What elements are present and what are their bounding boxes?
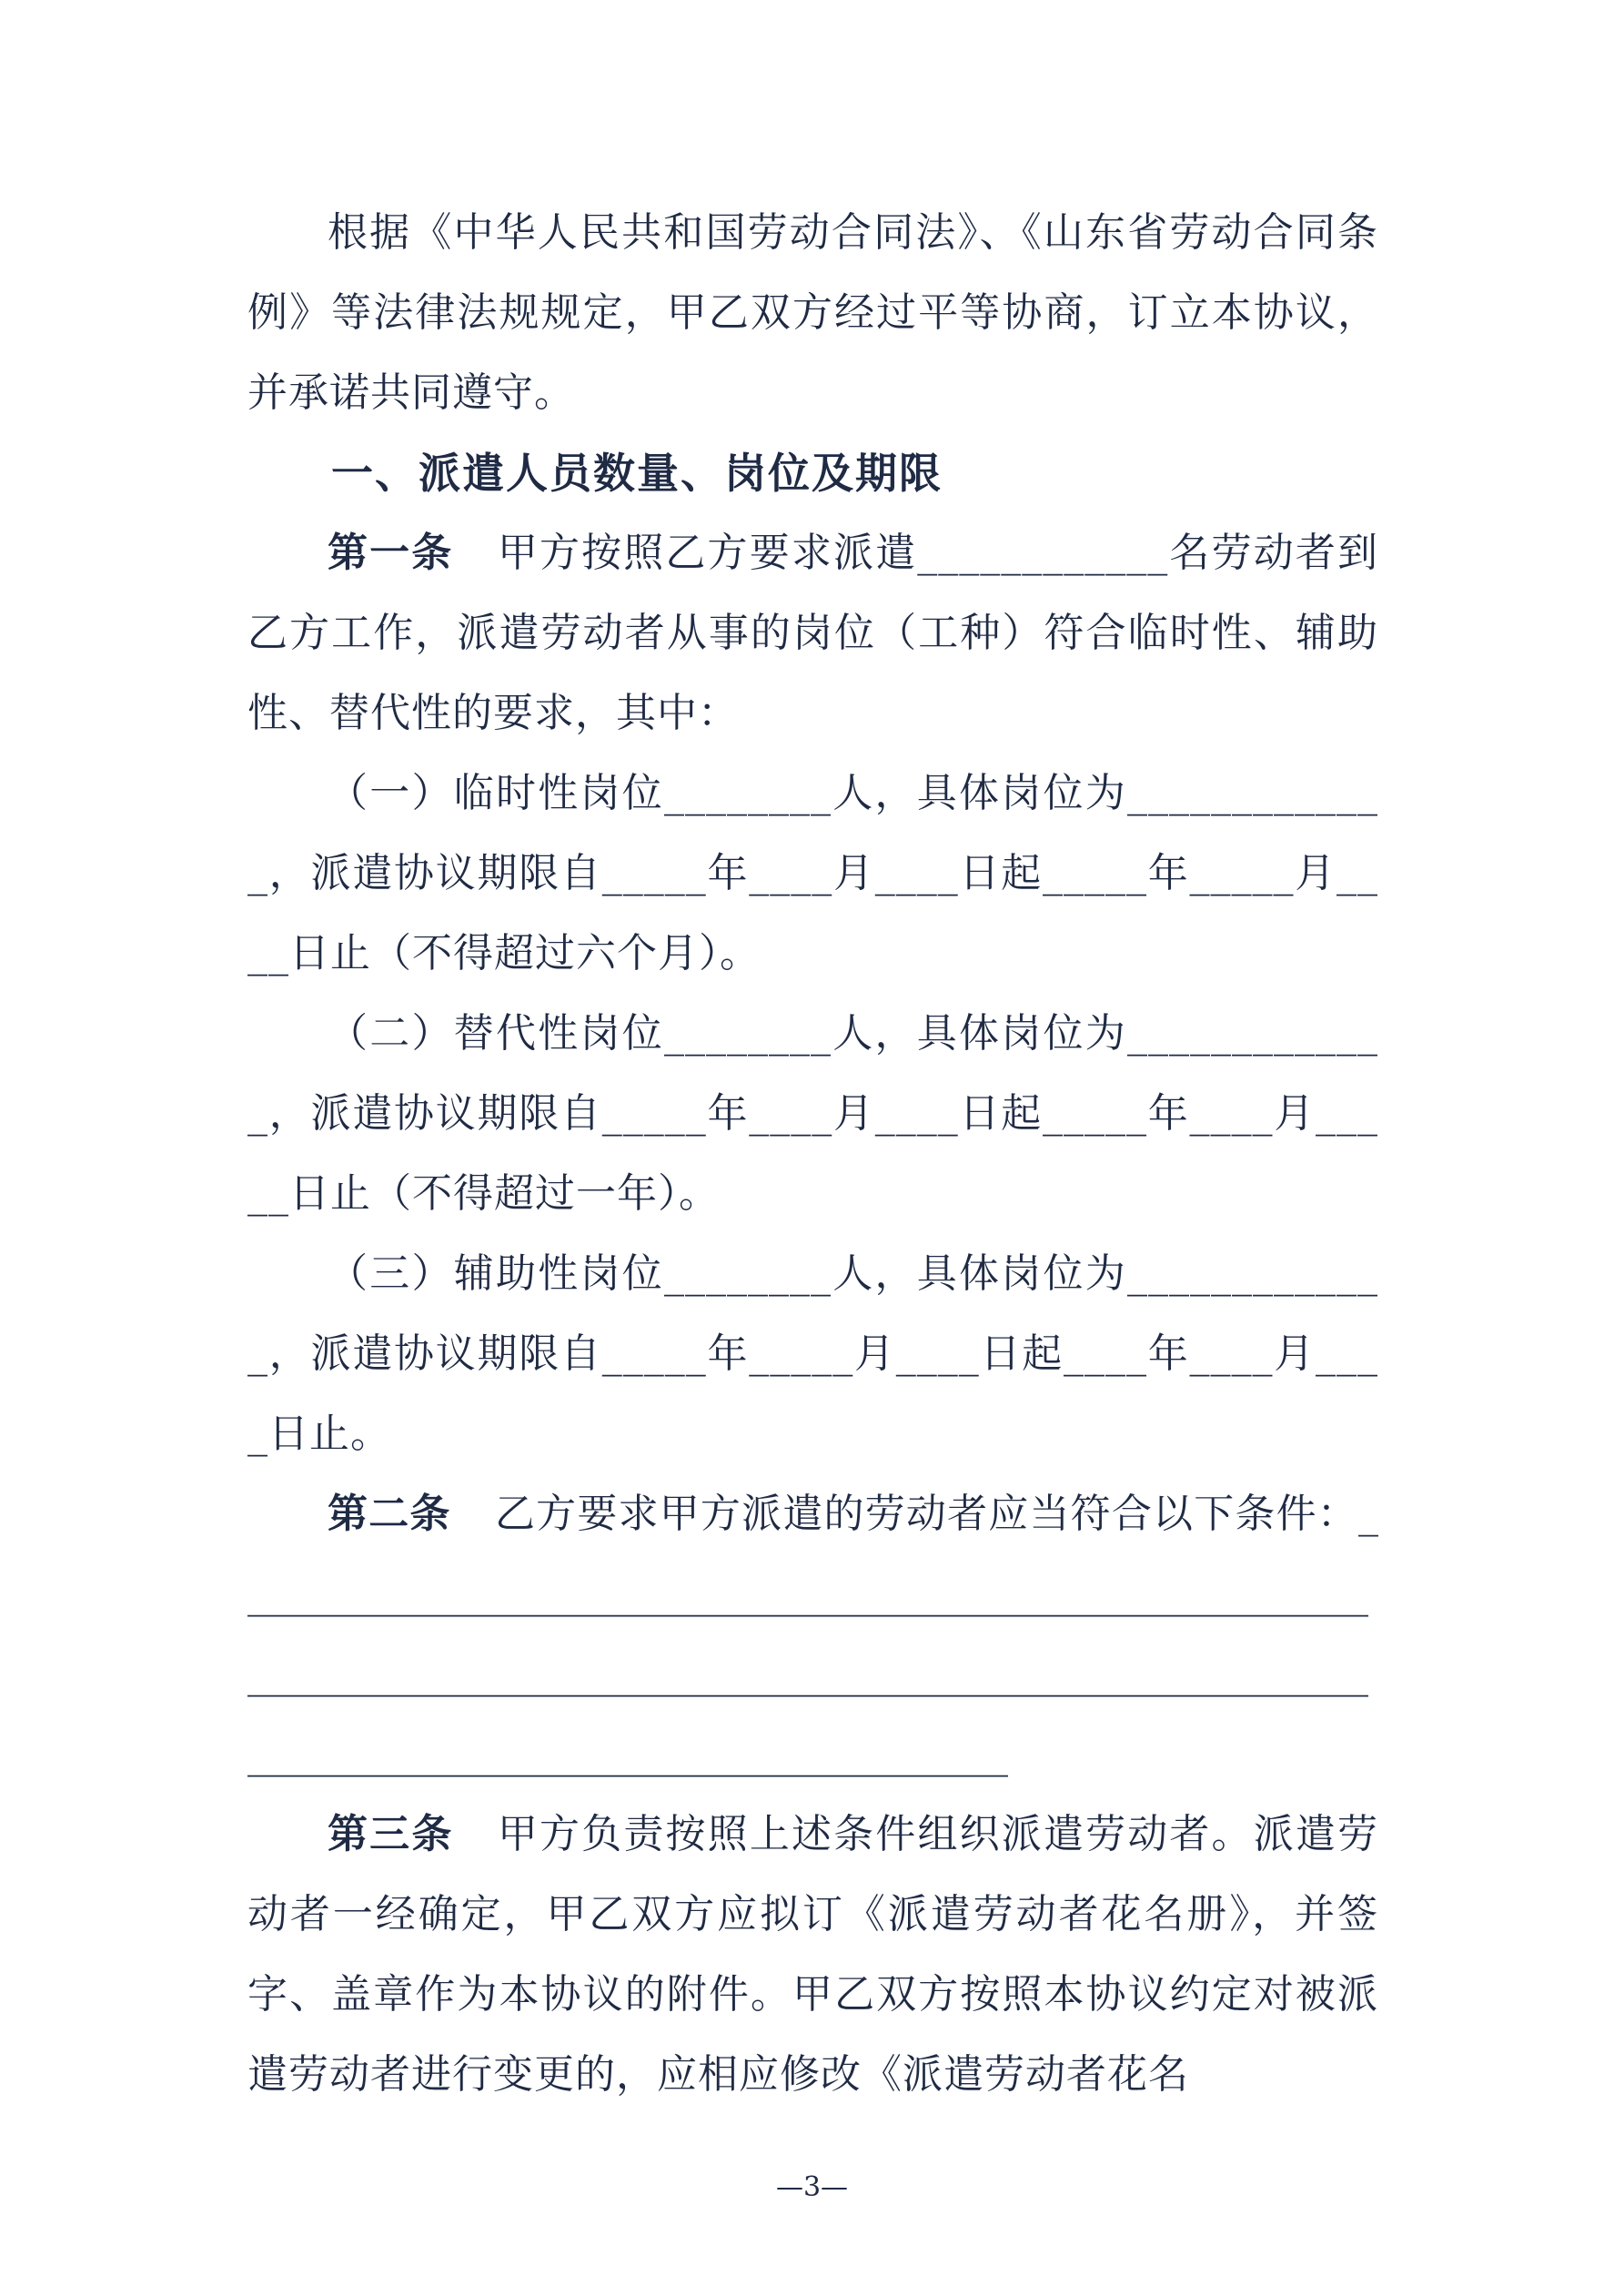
clause-3-text: 甲方负责按照上述条件组织派遣劳动者。派遣劳动者一经确定，甲乙双方应拟订《派遣劳动者花名册》，并签字、盖章作为本协议的附件。甲乙双方按照本协议约定对被派遣劳动者进行变更的，应相应修改《派遣劳动者花名 — [247, 1811, 1379, 2098]
list-item-auxiliary: （三）辅助性岗位________人，具体岗位为_____________，派遣协议期限自_____年_____月____日起____年____月____日止。 — [247, 1250, 1378, 1457]
clause-3 — [247, 1795, 1378, 2115]
clause-2-label: 第二条 — [328, 1491, 451, 1537]
intro-paragraph: 根据《中华人民共和国劳动合同法》、《山东省劳动合同条例》等法律法规规定，甲乙双方经过平等协商，订立本协议，并承诺共同遵守。 — [247, 209, 1378, 416]
list-item-substitute: （二）替代性岗位________人，具体岗位为_____________，派遣协议期限自_____年____月____日起_____年____月_____日止（不得超过一年）。 — [247, 1010, 1378, 1217]
clause-2 — [247, 1474, 1378, 1795]
clause-1-label: 第一条 — [328, 530, 454, 576]
section-heading: 一、派遣人员数量、岗位及期限 — [331, 449, 943, 498]
clause-1 — [247, 513, 1378, 754]
list-item-temporary: （一）临时性岗位________人，具体岗位为_____________，派遣协议期限自_____年____月____日起_____年_____月____日止（不得超过六个月）。 — [247, 770, 1378, 976]
page-footer — [0, 2171, 1624, 2203]
clause-2-blank-lines: _______________________________________________________________________________________________________________________________________________________ — [247, 1491, 1379, 1777]
document-body — [247, 193, 1378, 2115]
clause-2-text: 乙方要求甲方派遣的劳动者应当符合以下条件： — [494, 1491, 1359, 1537]
page-number: —3— — [775, 2171, 849, 2203]
clause-3-label: 第三条 — [328, 1811, 454, 1857]
clause-1-text: 甲方按照乙方要求派遣____________名劳动者到乙方工作，派遣劳动者从事的岗位（工种）符合临时性、辅助性、替代性的要求，其中： — [247, 530, 1379, 736]
